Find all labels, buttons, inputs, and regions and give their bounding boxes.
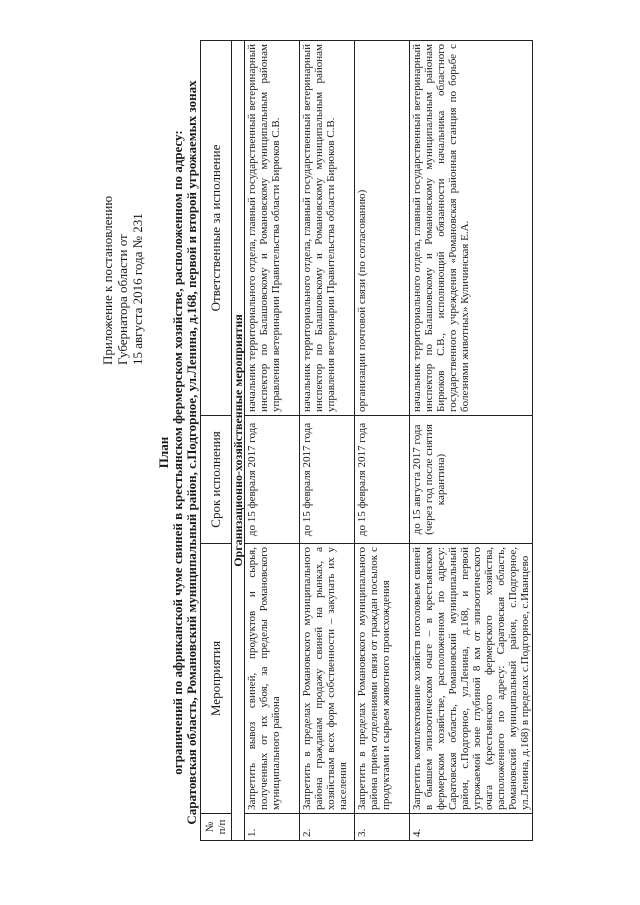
section-row — [232, 41, 245, 841]
row-activity: Запретить вывоз свиней, продуктов и сырья, полученных от их убоя, за пределы Романовского муниципального района — [245, 544, 300, 814]
row-num: 4. — [410, 814, 533, 841]
table-row — [245, 41, 300, 841]
row-term: до 15 февраля 2017 года — [245, 416, 300, 544]
row-num: 2. — [300, 814, 355, 841]
row-term: до 15 февраля 2017 года — [300, 416, 355, 544]
table-row — [355, 41, 410, 841]
table-row — [300, 41, 355, 841]
document-title — [157, 0, 199, 905]
row-term: до 15 августа 2017 года (через год после снятия карантина) — [410, 416, 533, 544]
row-term: до 15 февраля 2017 года — [355, 416, 410, 544]
section-title: Организационно-хозяйственные мероприятия — [232, 41, 245, 841]
row-activity: Запретить комплектование хозяйств поголовьем свиней в бывшем эпизоотическом очаге – в крестьянском фермерском хозяйстве, расположенном по адресу: Саратовская область, Романовский муниципальный район, с.Подгорное, ул.Ленина, д.168, и первой угрожаемой зоне глубиной 8 км от эпизоотического очага (крестьянского фермерского хозяйства, расположенного по адресу: Саратовская область, Романовский муниципальный район, с.Подгорное, ул.Ленина, д.168) в пределах с.Подгорное, с.Иванцево — [410, 544, 533, 814]
row-responsible: начальник территориального отдела, главный государственный ветеринарный инспектор по Балашовскому и Романовскому муниципальным районам управления ветеринарии Правительства области Бирюков С.В. — [245, 41, 300, 416]
row-activity: Запретить в пределах Романовского муниципального района гражданам продажу свиней на рынках, а хозяйствам всех форм собственности – закупать их у населения — [300, 544, 355, 814]
header-num: № п/п — [201, 814, 232, 841]
table-header-row — [201, 41, 232, 841]
table-row — [410, 41, 533, 841]
row-num: 3. — [355, 814, 410, 841]
row-activity: Запретить в пределах Романовского муниципального района прием отделениями связи от граждан посылок с продуктами и сырьем животного происхождения — [355, 544, 410, 814]
row-num: 1. — [245, 814, 300, 841]
row-responsible: организации почтовой связи (по согласованию) — [355, 41, 410, 416]
appendix-line-2: Губернатора области от — [115, 234, 130, 365]
plan-table — [200, 40, 533, 841]
appendix-note — [100, 196, 145, 365]
header-activity: Мероприятия — [201, 544, 232, 814]
title-line-2: ограничений по африканской чуме свиней в крестьянском фермерском хозяйстве, расположенном по адресу: — [170, 130, 185, 775]
appendix-line-3: 15 августа 2016 года № 231 — [130, 213, 145, 365]
title-line-1: План — [156, 436, 171, 469]
title-line-3: Саратовская область, Романовский муниципальный район, с.Подгорное, ул.Ленина, д.168, первой и второй угрожаемых зонах — [184, 80, 199, 825]
header-term: Срок исполнения — [201, 416, 232, 544]
row-responsible: начальник территориального отдела, главный государственный ветеринарный инспектор по Балашовскому и Романовскому муниципальным районам Бирюков С.В., исполняющий обязанности начальника областного государственного учреждения «Романовская районная станция по борьбе с болезнями животных» Куличинская Е.А. — [410, 41, 533, 416]
header-responsible: Ответственные за исполнение — [201, 41, 232, 416]
row-responsible: начальник территориального отдела, главный государственный ветеринарный инспектор по Балашовскому и Романовскому муниципальным районам управления ветеринарии Правительства области Бирюков С.В. — [300, 41, 355, 416]
appendix-line-1: Приложение к постановлению — [100, 195, 115, 365]
